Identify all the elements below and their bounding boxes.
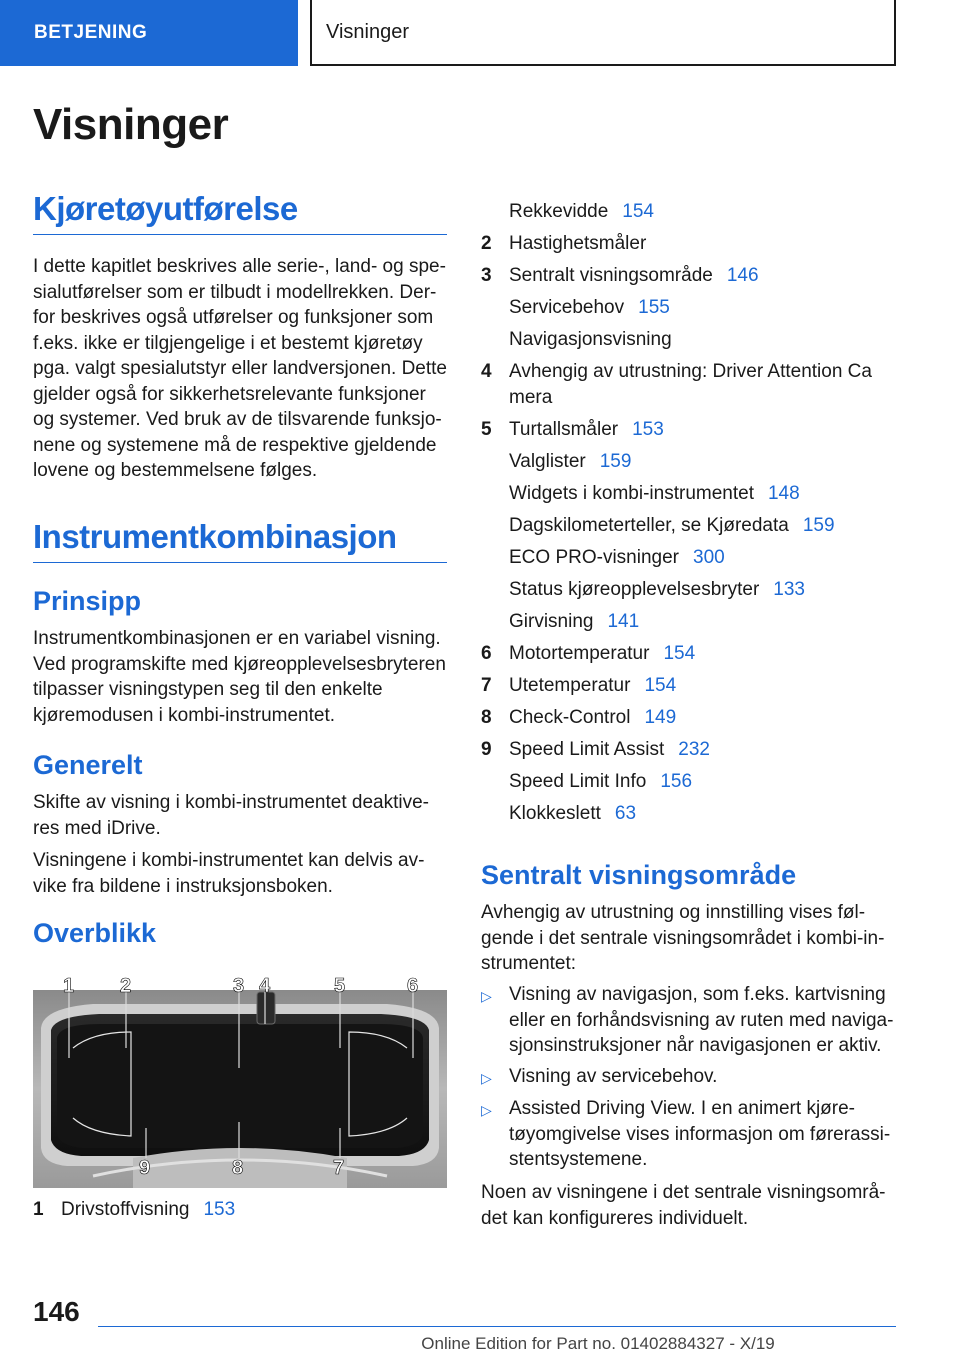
reference-number: 8 [481,707,492,728]
page-reference-link[interactable]: 141 [607,611,640,632]
reference-label: Rekkevidde [509,201,609,222]
reference-number: 5 [481,419,492,440]
paragraph-sentralt: Avhengig av utrustning og innstilling vises følgende i det sentrale visningsområdet i kombi-instrumentet: [481,902,885,974]
page-reference-link[interactable]: 149 [644,707,677,728]
reference-label-wrap [509,296,670,320]
page-title: Visninger [33,100,229,149]
reference-label: Girvisning [509,611,594,632]
reference-number: 3 [481,265,492,286]
reference-label-wrap [509,450,631,474]
page-reference-link[interactable]: 154 [644,675,677,696]
reference-label: Widgets i kombi-instrumentet [509,483,754,504]
reference-label: Avhengig av utrustning: Driver Attention Ca [509,361,872,382]
page-reference-link[interactable]: 148 [767,483,800,504]
reference-label-wrap [509,418,664,442]
reference-label: Servicebehov [509,297,625,318]
figure-label-2: 2 [120,975,132,997]
reference-label-wrap [509,578,805,602]
reference-label-wrap [509,328,672,352]
reference-label: Drivstoffvisning [61,1199,190,1220]
reference-label: mera [509,387,553,408]
reference-label-wrap [509,514,835,538]
reference-label: Sentralt visningsområde [509,265,713,286]
reference-number: 9 [481,739,492,760]
reference-label-wrap [509,802,636,826]
paragraph-prinsipp: Instrumentkombinasjonen er en variabel visning. Ved programskifte med kjøreopplevelsesbryteren tilpasser visningstypen seg til den enkelte kjøremodusen i kombi-instrumentet. [33,628,446,726]
reference-label: Hastighetsmåler [509,233,647,254]
heading-sentralt-visningsomrade: Sentralt visningsområde [481,860,797,890]
figure-label-5: 5 [334,975,346,997]
page-reference-link[interactable]: 155 [638,297,670,318]
heading-instrumentkombinasjon: Instrumentkombinasjon [33,518,447,563]
page-reference-link[interactable]: 154 [622,201,654,222]
bullet-text: Visning av servicebehov. [509,1066,718,1087]
edition-footer: Online Edition for Part no. 01402884327 - X/19 [421,1334,775,1353]
reference-label: Motortemperatur [509,643,650,664]
heading-prinsipp: Prinsipp [33,586,142,616]
reference-number: 1 [33,1199,44,1220]
reference-label-wrap [509,546,725,570]
triangle-bullet-icon: ▷ [481,1102,492,1118]
reference-label-wrap [509,642,695,666]
reference-label-wrap [61,1198,235,1222]
page-reference-link[interactable]: 300 [693,547,725,568]
page-reference-link[interactable]: 153 [632,419,664,440]
bullet-text: Visning av navigasjon, som f.eks. kartvisning eller en forhåndsvisning av ruten med navigasjonsinstruksjoner når navigasjonen er aktiv. [509,984,894,1056]
reference-label-wrap [509,482,800,506]
reference-label: Utetemperatur [509,675,631,696]
heading-generelt: Generelt [33,750,143,780]
reference-label: Valglister [509,451,586,472]
reference-label-wrap [509,200,654,224]
reference-label: Check-Control [509,707,631,728]
heading-overblikk: Overblikk [33,918,157,948]
reference-label-wrap [509,674,676,698]
reference-label: Status kjøreopplevelsesbryter [509,579,760,600]
triangle-bullet-icon: ▷ [481,1070,492,1086]
chapter-tab [310,0,896,66]
reference-label-wrap [509,706,676,730]
page-reference-link[interactable]: 232 [678,739,710,760]
reference-label-wrap [509,232,646,256]
page-reference-link[interactable]: 156 [660,771,693,792]
paragraph-generelt-1: Skifte av visning i kombi-instrumentet deaktiveres med iDrive. [33,792,429,839]
paragraph-generelt-2: Visningene i kombi-instrumentet kan delvis avvike fra bildene i instruksjonsboken. [33,850,425,897]
reference-label-wrap [509,770,692,794]
reference-label: ECO PRO-visninger [509,547,679,568]
page-reference-link[interactable]: 153 [203,1199,236,1220]
page-reference-link[interactable]: 159 [599,451,632,472]
reference-label-wrap [509,738,710,762]
triangle-bullet-icon: ▷ [481,988,492,1004]
reference-label: Klokkeslett [509,803,601,824]
heading-kjoretoyutforelse: Kjøretøyutførelse [33,190,447,235]
reference-label: Speed Limit Info [509,771,647,792]
reference-label: Dagskilometerteller, se Kjøredata [509,515,789,536]
page-reference-link[interactable]: 159 [802,515,835,536]
figure-label-7: 7 [333,1157,345,1179]
section-tab [0,0,298,66]
page-reference-link[interactable]: 154 [663,643,696,664]
reference-number: 7 [481,675,492,696]
paragraph-kjoretoyutforelse: I dette kapitlet beskrives alle serie-, land- og spesialutførelser som er tilbudt i modellrekken. Derfor beskrives også utførelser og funksjoner som f.eks. ikke er tilgjengelige i et bestemt kjøretøy pga. valgt spesialutstyr eller landversjonen. Dette gjelder også for sikkerhetsrelevante funksjoner og systemer. Ved bruk av de tilsvarende funksjonene og systemene må de respektive gjeldende lovene og bestemmelsene følges. [33,256,448,481]
section-tab-label: BETJENING [34,22,148,43]
page-reference-link[interactable]: 63 [614,803,637,824]
reference-label-wrap [509,264,759,288]
paragraph-final: Noen av visningene i det sentrale visningsområdet kan konfigureres individuelt. [481,1182,886,1229]
reference-label-wrap [509,610,639,634]
reference-label-wrap [509,360,872,384]
reference-number: 2 [481,233,492,254]
instrument-cluster-illustration [33,968,447,1188]
figure-label-4: 4 [259,975,271,997]
figure-label-8: 8 [232,1157,244,1179]
instrument-cluster-figure [33,968,447,1188]
reference-label: Navigasjonsvisning [509,329,672,350]
reference-label: Speed Limit Assist [509,739,665,760]
reference-number: 6 [481,643,492,664]
page-number: 146 [33,1296,80,1327]
figure-label-9: 9 [139,1157,151,1179]
page-reference-link[interactable]: 133 [773,579,805,600]
reference-label: Turtallsmåler [509,419,619,440]
reference-label-wrap [509,386,552,410]
bullet-text: Assisted Driving View. I en animert kjøretøyomgivelse vises informasjon om førerassistentsystemene. [509,1098,891,1170]
figure-label-6: 6 [407,975,419,997]
figure-label-3: 3 [233,975,245,997]
chapter-tab-label: Visninger [326,20,410,43]
figure-label-1: 1 [63,975,75,997]
footer-divider [98,1326,896,1327]
page-reference-link[interactable]: 146 [726,265,759,286]
reference-number: 4 [481,361,492,382]
